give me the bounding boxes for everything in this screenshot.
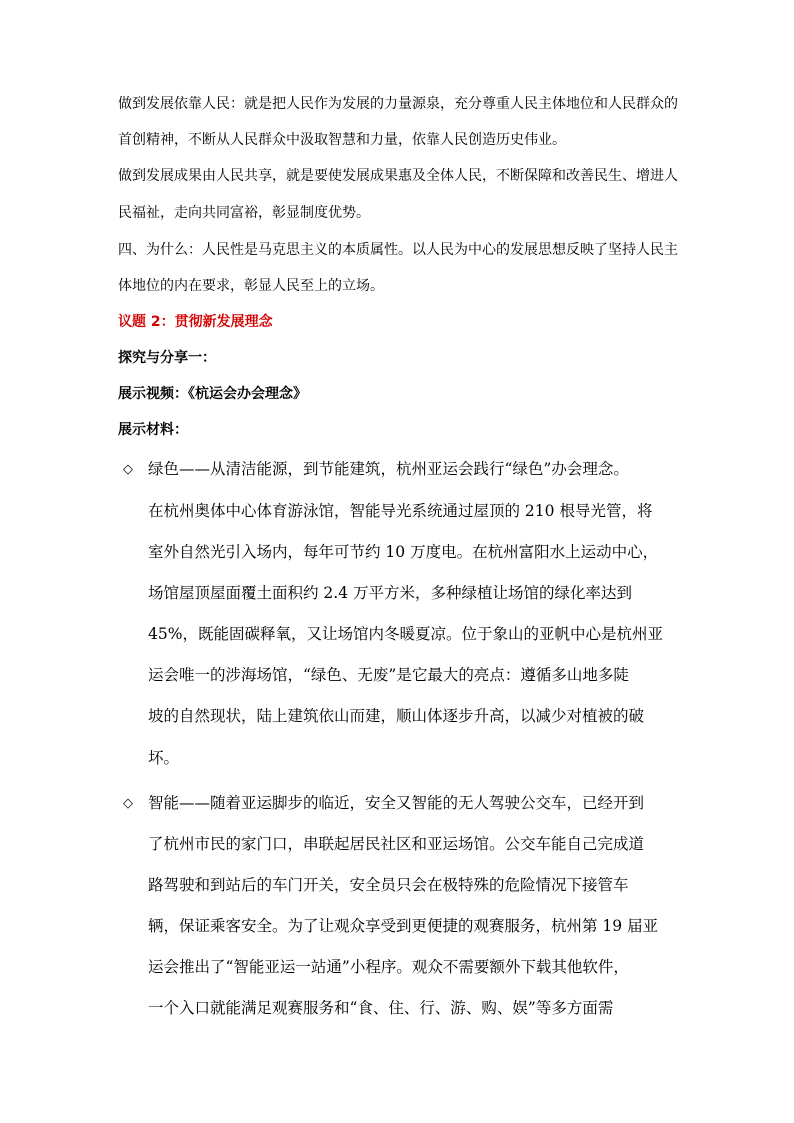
bullet-line: 运会唯一的涉海场馆，“绿色、无废”是它最大的亮点：遵循多山地多陡 — [148, 666, 629, 684]
paragraph-line: 四、为什么：人民性是马克思主义的本质属性。以人民为中心的发展思想反映了坚持人民主 — [118, 242, 678, 258]
bullet-line: 路驾驶和到站后的车门开关，安全员只会在极特殊的危险情况下接管车 — [148, 876, 629, 894]
paragraph-line: 体地位的内在要求，彰显人民至上的立场。 — [118, 278, 384, 294]
paragraph-line: 做到发展成果由人民共享，就是要使发展成果惠及全体人民，不断保障和改善民生、增进人 — [118, 168, 678, 184]
diamond-bullet-icon: ◇ — [123, 796, 133, 811]
bullet-line: 在杭州奥体中心体育游泳馆，智能导光系统通过屋顶的 210 根导光管，将 — [148, 502, 653, 520]
bullet-line: 45%，既能固碳释氧，又让场馆内冬暖夏凉。位于象山的亚帆中心是杭州亚 — [148, 625, 663, 643]
section-heading: 探究与分享一： — [118, 350, 216, 366]
bullet-line: 运会推出了“智能亚运一站通”小程序。观众不需要额外下载其他软件， — [148, 958, 629, 976]
bullet-line: 一个入口就能满足观赛服务和“食、住、行、游、购、娱”等多方面需 — [148, 999, 614, 1017]
section-heading: 展示材料： — [118, 422, 188, 438]
paragraph-line: 首创精神，不断从人民群众中汲取智慧和力量，依靠人民创造历史伟业。 — [118, 132, 566, 148]
diamond-bullet-icon: ◇ — [123, 462, 133, 477]
video-line: 展示视频：《杭运会办会理念》 — [118, 386, 307, 402]
bullet-line: 坡的自然现状，陆上建筑依山而建，顺山体逐步升高，以减少对植被的破 — [148, 707, 645, 725]
bullet-line: 辆，保证乘客安全。为了让观众享受到更便捷的观赛服务，杭州第 19 届亚 — [148, 917, 659, 935]
bullet-line: 了杭州市民的家门口，串联起居民社区和亚运场馆。公交车能自己完成道 — [148, 835, 645, 853]
bullet-line: 室外自然光引入场内，每年可节约 10 万度电。在杭州富阳水上运动中心， — [148, 543, 659, 561]
bullet-line: 场馆屋顶屋面覆土面积约 2.4 万平方米，多种绿植让场馆的绿化率达到 — [148, 584, 633, 602]
paragraph-line: 民福祉，走向共同富裕，彰显制度优势。 — [118, 205, 370, 221]
bullet-line: 智能——随着亚运脚步的临近，安全又智能的无人驾驶公交车，已经开到 — [148, 794, 645, 812]
bullet-line: 绿色——从清洁能源，到节能建筑，杭州亚运会践行“绿色”办会理念。 — [148, 460, 629, 478]
bullet-line: 坏。 — [148, 749, 180, 767]
paragraph-line: 做到发展依靠人民：就是把人民作为发展的力量源泉，充分尊重人民主体地位和人民群众的 — [118, 96, 678, 112]
topic-heading: 议题 2：贯彻新发展理念 — [118, 314, 273, 330]
